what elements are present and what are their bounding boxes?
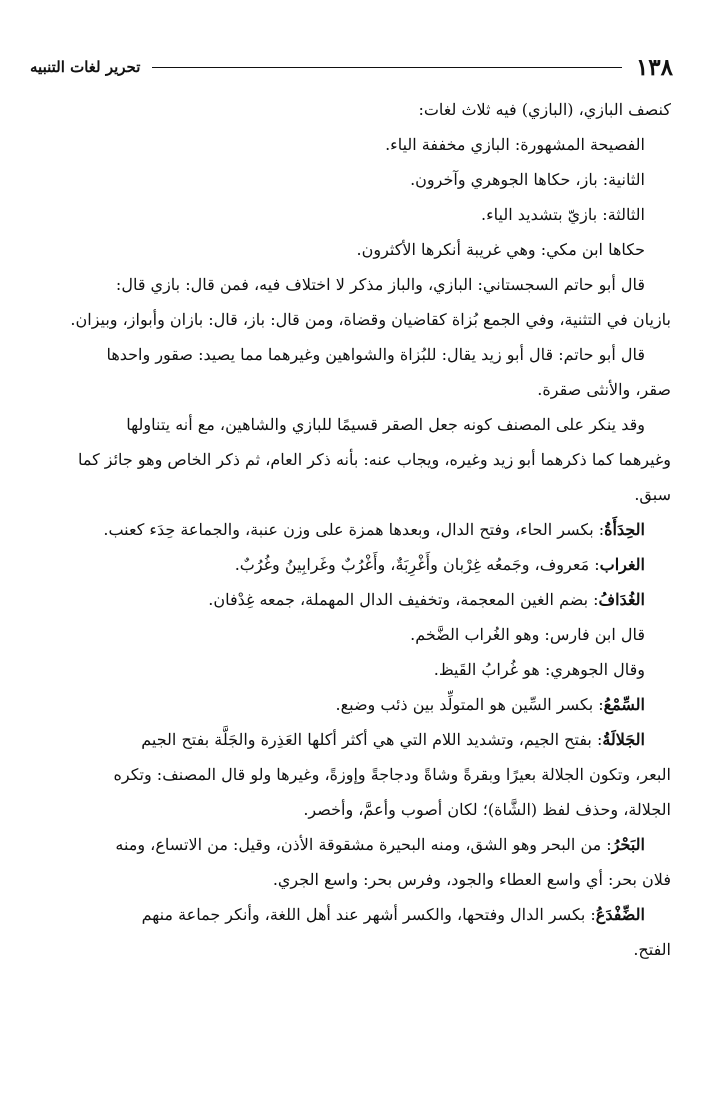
entry-text: : بكسر الحاء، وفتح الدال، وبعدها همزة على وزن عنبة، والجماعة حِدَء كعنب. bbox=[103, 520, 605, 539]
entry-term: البَحْرُ bbox=[611, 835, 645, 854]
entry-text: : بكسر الدال وفتحها، والكسر أشهر عند أهل اللغة، وأنكر جماعة منهم bbox=[141, 905, 596, 924]
text-line: حكاها ابن مكي: وهي غريبة أنكرها الأكثرون. bbox=[356, 240, 645, 259]
text-line: قال ابن فارس: وهو الغُراب الضَّخم. bbox=[410, 625, 645, 644]
text-line: سبق. bbox=[634, 485, 671, 504]
text-line: كنصف البازي، (البازي) فيه ثلاث لغات: bbox=[418, 100, 671, 119]
text-line: وغيرهما كما ذكرهما أبو زيد وغيره، ويجاب عنه: بأنه ذكر العام، ثم ذكر الخاص وهو جائز كما bbox=[77, 450, 671, 469]
text-line: بازيان في التثنية، وفي الجمع بُزاة كقاضيان وقضاة، ومن قال: باز، قال: بازان وأبواز، وبيزان. bbox=[70, 310, 671, 329]
entry-line bbox=[30, 897, 671, 932]
entry-line bbox=[30, 827, 671, 862]
paragraph bbox=[30, 267, 671, 302]
page-header bbox=[30, 50, 673, 84]
text-line: الفصيحة المشهورة: البازي مخففة الياء. bbox=[385, 135, 645, 154]
entry-line bbox=[30, 582, 671, 617]
text-line: فلان بحر: أي واسع العطاء والجود، وفرس بحر: واسع الجري. bbox=[272, 870, 671, 889]
entry-term: الحِدَأَةُ bbox=[604, 520, 645, 539]
text-line: الفتح. bbox=[633, 940, 671, 959]
entry-term: الغراب bbox=[599, 555, 645, 574]
entry-text: : مَعروف، وجَمعُه غِرْبان وأَغْرِبَةٌ، وأَغْرُبٌ وغَرابِينُ وغُرُبٌ. bbox=[234, 555, 600, 574]
entry-line bbox=[30, 547, 671, 582]
text-line: الجلالة، وحذف لفظ (الشَّاة)؛ لكان أصوب وأعمَّ، وأخصر. bbox=[303, 800, 671, 819]
entry-line bbox=[30, 687, 671, 722]
entry-term: الغُدَافُ bbox=[598, 590, 645, 609]
entry-term: الجَلالَةُ bbox=[602, 730, 645, 749]
header-rule bbox=[152, 67, 622, 68]
entry-term: الضِّفْدَعُ bbox=[595, 905, 645, 924]
entry-line bbox=[30, 512, 671, 547]
running-title: تحرير لغات التنبيه bbox=[30, 58, 141, 76]
page-body bbox=[30, 92, 671, 967]
text-line: البعر، وتكون الجلالة بعيرًا وبقرةً وشاةً ودجاجةً وإوزةً، وغيرها ولو قال المصنف: وتكره bbox=[113, 765, 671, 784]
entry-term: السِّمْعُ bbox=[603, 695, 645, 714]
text-line: الثانية: باز، حكاها الجوهري وآخرون. bbox=[410, 170, 645, 189]
text-line: قال أبو حاتم: قال أبو زيد يقال: للبُزاة والشواهين وغيرهما مما يصيد: صقور واحدها bbox=[106, 345, 645, 364]
entry-line bbox=[30, 722, 671, 757]
text-line: وقال الجوهري: هو غُرابُ القَيظ. bbox=[433, 660, 645, 679]
entry-text: : من البحر وهو الشق، ومنه البحيرة مشقوقة الأذن، وقيل: من الاتساع، ومنه bbox=[115, 835, 612, 854]
entry-text: : بفتح الجيم، وتشديد اللام التي هي أكثر أكلها العَذِرة والجَلَّة بفتح الجيم bbox=[141, 730, 603, 749]
text-line: صقر، والأنثى صقرة. bbox=[537, 380, 671, 399]
text-line: قال أبو حاتم السجستاني: البازي، والباز مذكر لا اختلاف فيه، فمن قال: بازي قال: bbox=[115, 275, 645, 294]
entry-text: : بكسر السِّين هو المتولِّد بين ذئب وضبع. bbox=[335, 695, 604, 714]
entry-text: : بضم الغين المعجمة، وتخفيف الدال المهملة، جمعه غِدْفان. bbox=[208, 590, 599, 609]
text-line: الثالثة: بازيّ بتشديد الياء. bbox=[481, 205, 645, 224]
text-line: وقد ينكر على المصنف كونه جعل الصقر قسيمًا للبازي والشاهين، مع أنه يتناولها bbox=[126, 415, 645, 434]
page-number: ١٣٨ bbox=[635, 53, 673, 81]
